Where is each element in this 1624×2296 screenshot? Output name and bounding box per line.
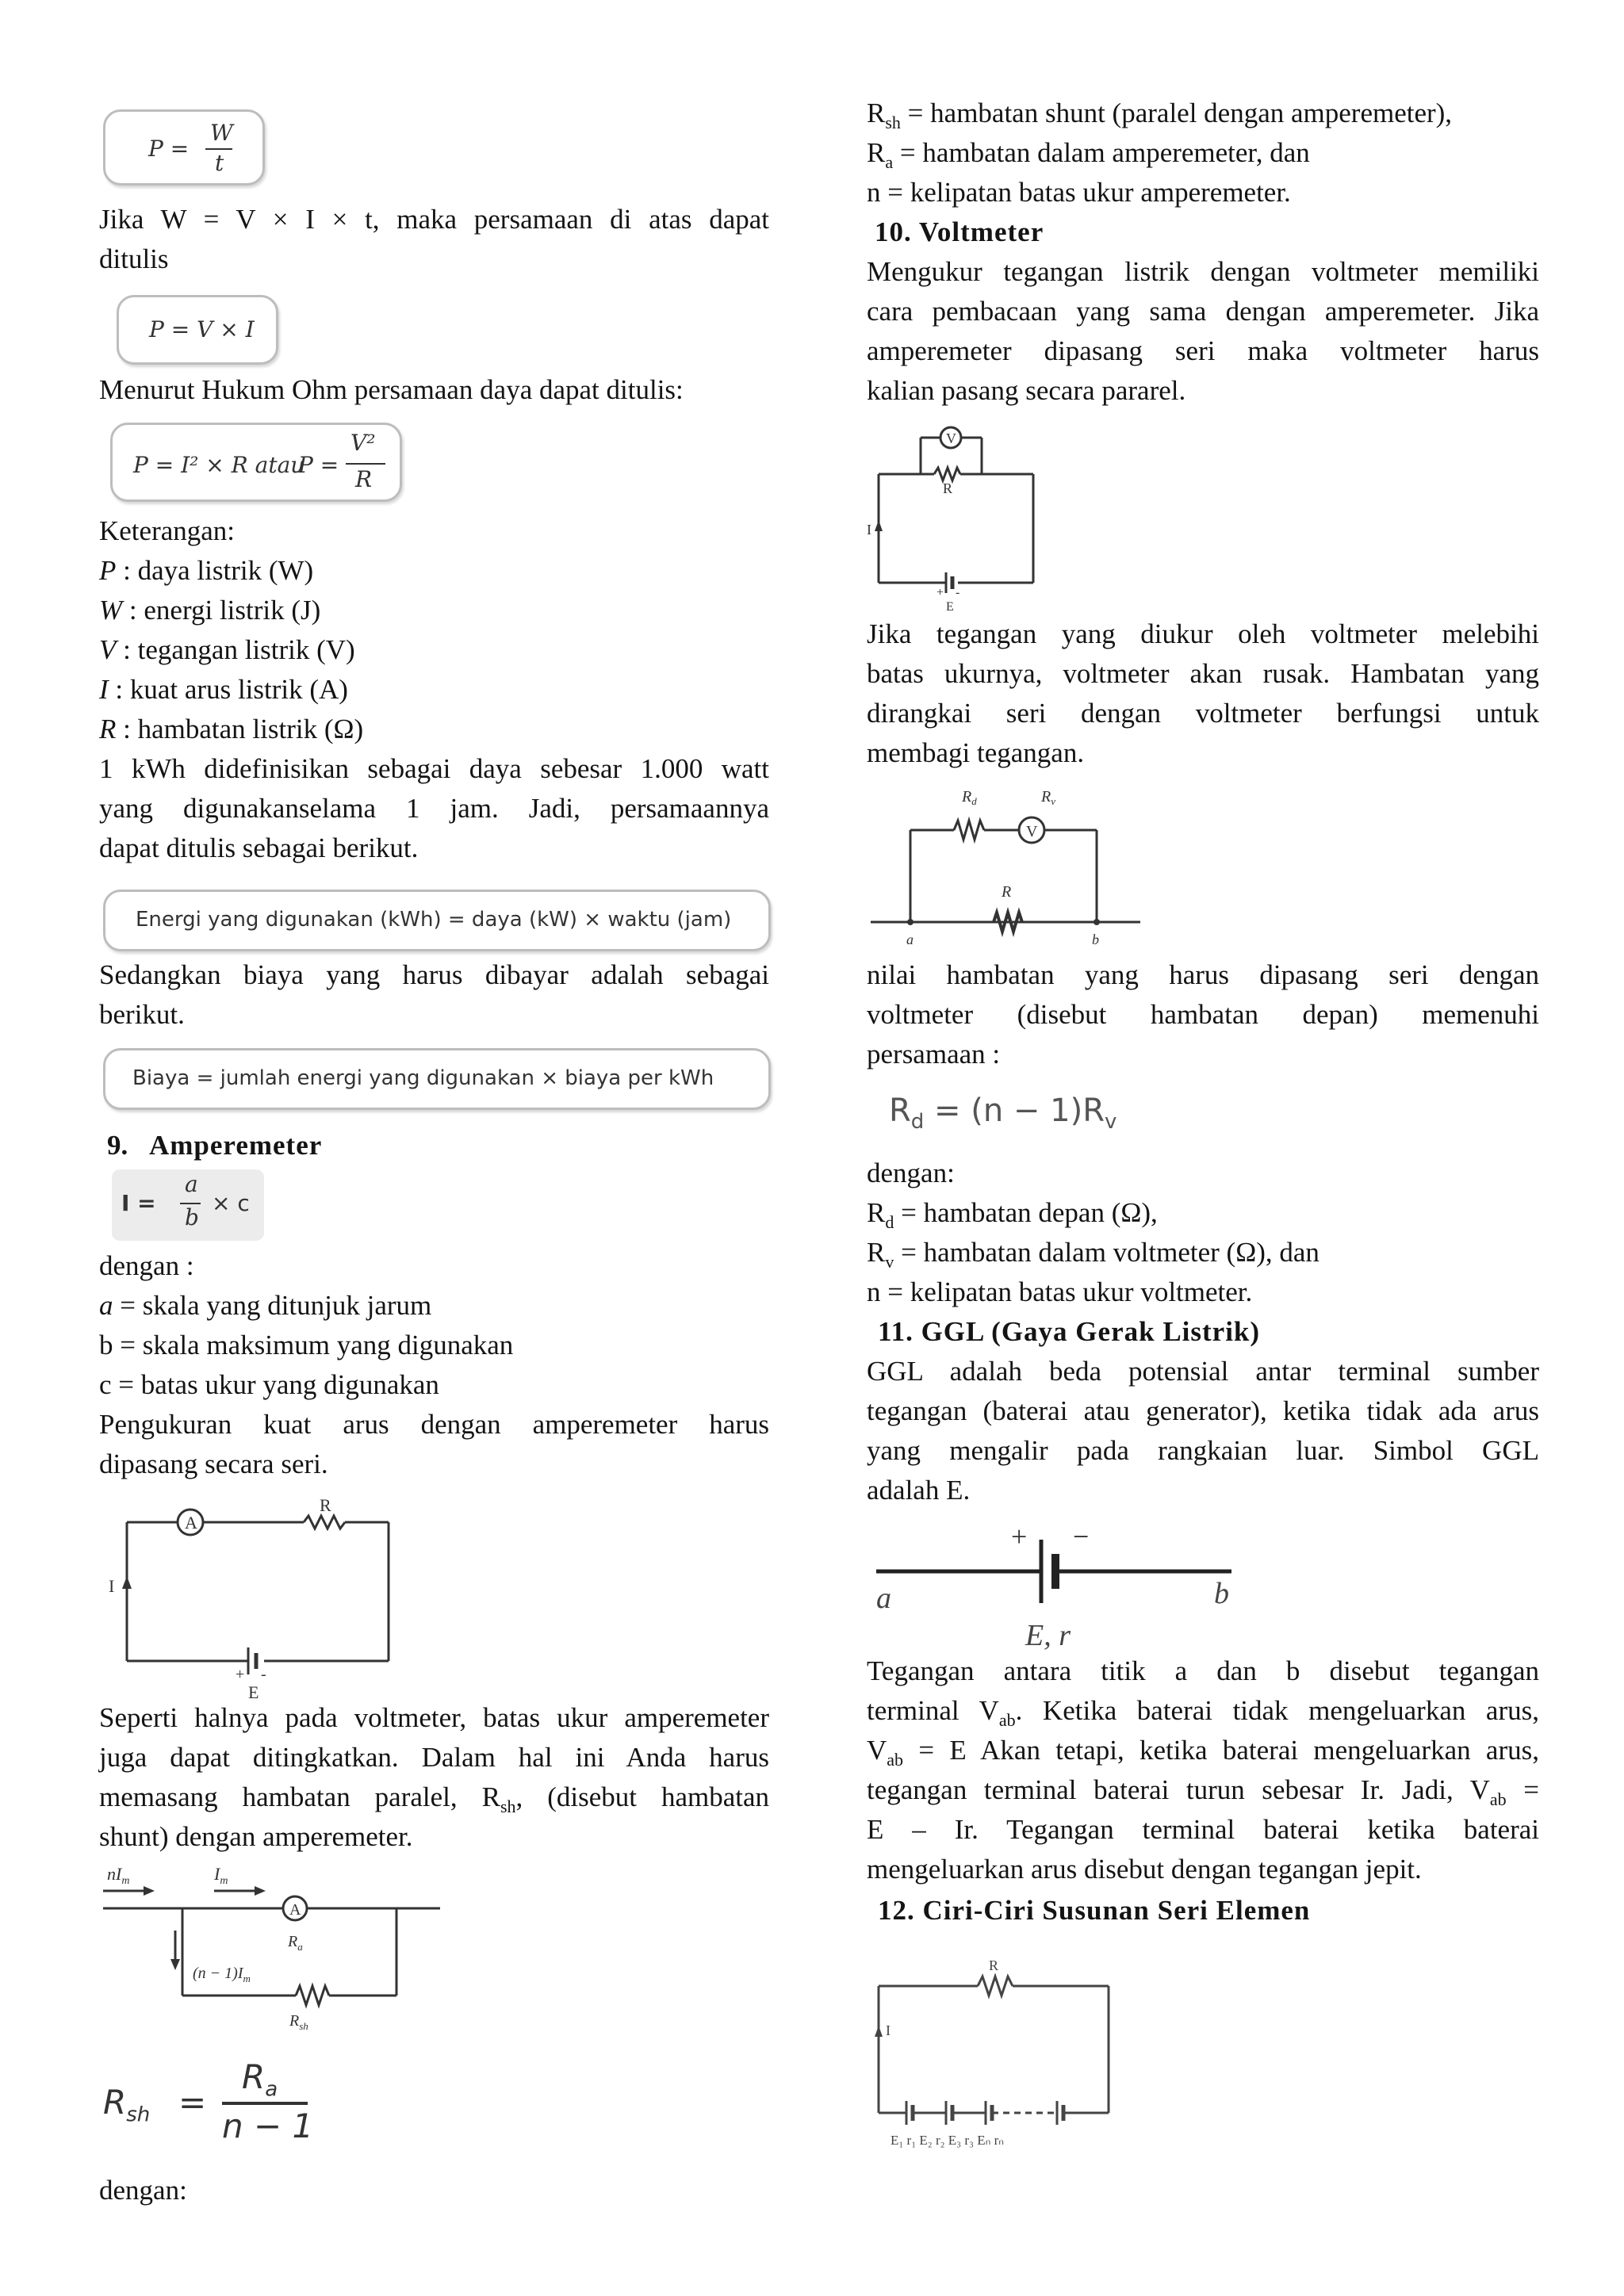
label-R: R bbox=[1002, 883, 1012, 901]
paragraph-shunt-line1: Seperti halnya pada voltmeter, batas ukur amperemeter bbox=[99, 1702, 769, 1733]
keterangan-symbol: V bbox=[99, 634, 117, 665]
formula-text: P = V × I bbox=[149, 316, 255, 342]
paragraph-jika-line1: Jika W = V × I × t, maka persamaan di atas dapat bbox=[99, 204, 769, 235]
voltmeter-parallel-circuit bbox=[867, 420, 1057, 618]
formula-den: R bbox=[355, 466, 373, 492]
rsh-eq: = bbox=[178, 2083, 207, 2122]
label-Im: $I_m$ bbox=[214, 1864, 228, 1887]
paragraph-seri-line2: dipasang secara seri. bbox=[99, 1448, 328, 1479]
keterangan-text: : hambatan listrik (Ω) bbox=[116, 714, 364, 744]
paragraph-term-line4: tegangan terminal baterai turun sebesar Ir. Jadi, $V_{ab}$ = bbox=[867, 1774, 1539, 1809]
rsh-num: $R_a$ bbox=[242, 2057, 278, 2102]
formula-lhs: P = bbox=[298, 452, 339, 478]
paragraph-rusak-line4: membagi tegangan. bbox=[867, 737, 1085, 768]
dengan-label: dengan : bbox=[99, 1250, 194, 1281]
formula-den: t bbox=[215, 150, 224, 176]
formula-num: V² bbox=[350, 430, 376, 456]
paragraph-shunt-line2: juga dapat ditingkatkan. Dalam hal ini Anda harus bbox=[99, 1742, 769, 1773]
shunt-text-a: memasang hambatan paralel, R bbox=[99, 1781, 500, 1812]
formula-den: b bbox=[185, 1204, 199, 1230]
def-n-ammeter: n = kelipatan batas ukur amperemeter. bbox=[867, 177, 1291, 208]
label-Rv: $R_v$ bbox=[1041, 788, 1055, 807]
def-n-voltmeter: n = kelipatan batas ukur voltmeter. bbox=[867, 1276, 1253, 1307]
point-b: b bbox=[1214, 1577, 1229, 1610]
def-c: c = batas ukur yang digunakan bbox=[99, 1369, 439, 1400]
point-a: a bbox=[906, 932, 914, 947]
paragraph-kwh-line3: dapat ditulis sebagai berikut. bbox=[99, 832, 419, 863]
shunt-sub: sh bbox=[500, 1797, 516, 1816]
formula-rd: $R_d = (n - 1)R_v$ bbox=[889, 1093, 1117, 1134]
keterangan-item bbox=[99, 630, 355, 670]
plus-sign: + bbox=[1011, 1522, 1028, 1552]
battery-label: E bbox=[248, 1682, 259, 1702]
rsh-lhs: $R_{sh}$ bbox=[103, 2083, 151, 2127]
formula-power-ohm bbox=[110, 423, 402, 502]
paragraph-ggl-line3: yang mengalir pada rangkaian luar. Simbol GGL bbox=[867, 1435, 1539, 1466]
resistor-label: R bbox=[943, 480, 953, 496]
def-b: b = skala maksimum yang digunakan bbox=[99, 1330, 514, 1360]
minus-sign: − bbox=[1073, 1522, 1090, 1552]
element-labels: E₁ r₁ E₂ r₂ E₃ r₃ Eₙ rₙ bbox=[891, 2133, 1005, 2148]
ammeter-symbol: A bbox=[289, 1901, 301, 1919]
formula-ampere bbox=[112, 1169, 264, 1241]
paragraph-kwh-line1: 1 kWh didefinisikan sebagai daya sebesar 1.000 watt bbox=[99, 753, 769, 784]
paragraph-term-line6: mengeluarkan arus disebut dengan tegangan jepit. bbox=[867, 1854, 1422, 1885]
voltmeter-symbol: V bbox=[1026, 823, 1038, 840]
shunt-text-b: , (disebut hambatan bbox=[515, 1781, 769, 1812]
current-label: I bbox=[867, 522, 871, 538]
voltmeter-series-resistor-circuit bbox=[867, 781, 1152, 947]
paragraph-jika-line2: ditulis bbox=[99, 243, 169, 274]
keterangan-item bbox=[99, 591, 320, 630]
emf-label: E, r bbox=[1025, 1619, 1071, 1652]
keterangan-text: : kuat arus listrik (A) bbox=[108, 674, 348, 705]
paragraph-ggl-line1: GGL adalah beda potensial antar terminal sumber bbox=[867, 1356, 1539, 1387]
def-a bbox=[99, 1286, 431, 1326]
def-rd: $R_d$ = hambatan depan (Ω), bbox=[867, 1197, 1158, 1232]
paragraph-volt-line1: Mengukur tegangan listrik dengan voltmeter memiliki bbox=[867, 256, 1539, 287]
plus-sign: + bbox=[936, 586, 944, 599]
heading-title: Amperemeter bbox=[149, 1130, 323, 1161]
keterangan-item bbox=[99, 710, 363, 749]
paragraph-volt-line4: kalian pasang secara pararel. bbox=[867, 375, 1186, 406]
ammeter-symbol: A bbox=[185, 1513, 197, 1533]
def-rv: $R_v$ = hambatan dalam voltmeter (Ω), dan bbox=[867, 1237, 1320, 1272]
keterangan-symbol: W bbox=[99, 595, 123, 626]
series-elements-circuit bbox=[867, 1946, 1120, 2160]
formula-text: Biaya = jumlah energi yang digunakan × biaya per kWh bbox=[132, 1066, 714, 1090]
paragraph-rusak-line2: batas ukurnya, voltmeter akan rusak. Hambatan yang bbox=[867, 658, 1539, 689]
dengan-label-2: dengan: bbox=[99, 2175, 187, 2206]
formula-lhs: I = bbox=[121, 1190, 156, 1216]
formula-power-w-t bbox=[103, 109, 265, 186]
keterangan-symbol: I bbox=[99, 674, 109, 705]
label-Rd: $R_d$ bbox=[962, 788, 977, 807]
formula-num: W bbox=[210, 120, 233, 146]
def-ra: $R_a$ = hambatan dalam amperemeter, dan bbox=[867, 137, 1310, 172]
minus-sign: - bbox=[956, 586, 960, 599]
paragraph-volt-line3: amperemeter dipasang seri maka voltmeter harus bbox=[867, 335, 1539, 366]
keterangan-item bbox=[99, 551, 313, 591]
keterangan-text: : daya listrik (W) bbox=[116, 555, 314, 586]
paragraph-biaya-line1: Sedangkan biaya yang harus dibayar adalah sebagai bbox=[99, 959, 769, 990]
paragraph-term-line3: $V_{ab} = E$ Akan tetapi, ketika baterai mengeluarkan arus, bbox=[867, 1735, 1539, 1770]
plus-sign: + bbox=[236, 1666, 245, 1683]
heading-number: 9. bbox=[107, 1130, 128, 1161]
keterangan-item bbox=[99, 670, 348, 710]
paragraph-ggl-line4: adalah E. bbox=[867, 1475, 971, 1506]
formula-text: Energi yang digunakan (kWh) = daya (kW) × waktu (jam) bbox=[136, 908, 732, 932]
def-a-symbol: a bbox=[99, 1290, 113, 1321]
label-Rsh: $R_{sh}$ bbox=[289, 2012, 308, 2032]
paragraph-nilai-line3: persamaan : bbox=[867, 1039, 1001, 1070]
dengan-label-3: dengan: bbox=[867, 1158, 955, 1188]
formula-power-vi bbox=[117, 295, 278, 365]
formula-part-a: P = I² × R atau bbox=[133, 452, 305, 478]
shunt-circuit bbox=[99, 1859, 448, 2049]
formula-num: a bbox=[185, 1171, 198, 1197]
resistor-label: R bbox=[320, 1495, 331, 1515]
voltmeter-symbol: V bbox=[946, 430, 956, 446]
formula-lhs: P = bbox=[148, 136, 190, 162]
paragraph-rusak-line1: Jika tegangan yang diukur oleh voltmeter melebihi bbox=[867, 618, 1539, 649]
def-a-text: = skala yang ditunjuk jarum bbox=[120, 1290, 432, 1321]
paragraph-ohm: Menurut Hukum Ohm persamaan daya dapat ditulis: bbox=[99, 374, 684, 405]
battery-label: E bbox=[946, 600, 954, 614]
keterangan-text: : energi listrik (J) bbox=[122, 595, 321, 626]
formula-biaya bbox=[103, 1048, 771, 1110]
paragraph-term-line2: terminal $V_{ab}$. Ketika baterai tidak mengeluarkan arus, bbox=[867, 1695, 1539, 1730]
paragraph-shunt-line4: shunt) dengan amperemeter. bbox=[99, 1821, 413, 1852]
current-label: I bbox=[886, 2022, 891, 2038]
label-Ra: $R_a$ bbox=[288, 1933, 303, 1953]
paragraph-nilai-line2: voltmeter (disebut hambatan depan) memenuhi bbox=[867, 999, 1539, 1030]
rsh-den: n − 1 bbox=[222, 2107, 314, 2145]
paragraph-biaya-line2: berikut. bbox=[99, 999, 185, 1030]
point-b: b bbox=[1092, 932, 1099, 947]
keterangan-symbol: P bbox=[99, 555, 117, 586]
heading-amperemeter bbox=[107, 1126, 322, 1165]
resistor-label: R bbox=[989, 1957, 999, 1973]
paragraph-seri-line1: Pengukuran kuat arus dengan amperemeter harus bbox=[99, 1409, 769, 1440]
formula-energi bbox=[103, 890, 771, 951]
heading-ggl: 11. GGL (Gaya Gerak Listrik) bbox=[878, 1316, 1261, 1347]
formula-rsh bbox=[103, 2057, 341, 2145]
paragraph-ggl-line2: tegangan (baterai atau generator), ketika tidak ada arus bbox=[867, 1395, 1539, 1426]
formula-rhs: × c bbox=[212, 1190, 250, 1216]
minus-sign: - bbox=[261, 1666, 266, 1683]
current-label: I bbox=[109, 1576, 115, 1596]
paragraph-kwh-line2: yang digunakanselama 1 jam. Jadi, persamaannya bbox=[99, 793, 769, 824]
paragraph-term-line5: E – Ir. Tegangan terminal baterai ketika baterai bbox=[867, 1814, 1539, 1845]
keterangan-text: : tegangan listrik (V) bbox=[116, 634, 355, 665]
paragraph-rusak-line3: dirangkai seri dengan voltmeter berfungsi untuk bbox=[867, 698, 1539, 729]
heading-voltmeter: 10. Voltmeter bbox=[875, 216, 1044, 247]
heading-seri-elemen: 12. Ciri-Ciri Susunan Seri Elemen bbox=[878, 1895, 1311, 1926]
ammeter-series-circuit bbox=[99, 1490, 408, 1705]
paragraph-nilai-line1: nilai hambatan yang harus dipasang seri dengan bbox=[867, 959, 1539, 990]
keterangan-title: Keterangan: bbox=[99, 515, 236, 546]
paragraph-term-line1: Tegangan antara titik a dan b disebut tegangan bbox=[867, 1655, 1539, 1686]
point-a: a bbox=[876, 1582, 891, 1615]
label-nIm: $nI_m$ bbox=[107, 1864, 130, 1887]
def-rsh: $R_{sh}$ = hambatan shunt (paralel dengan amperemeter), bbox=[867, 98, 1453, 132]
keterangan-symbol: R bbox=[99, 714, 117, 744]
label-n-minus-1: $(n - 1)I_m$ bbox=[193, 1965, 251, 1984]
paragraph-volt-line2: cara pembacaan yang sama dengan amperemeter. Jika bbox=[867, 296, 1539, 327]
ggl-cell-diagram bbox=[867, 1522, 1239, 1657]
